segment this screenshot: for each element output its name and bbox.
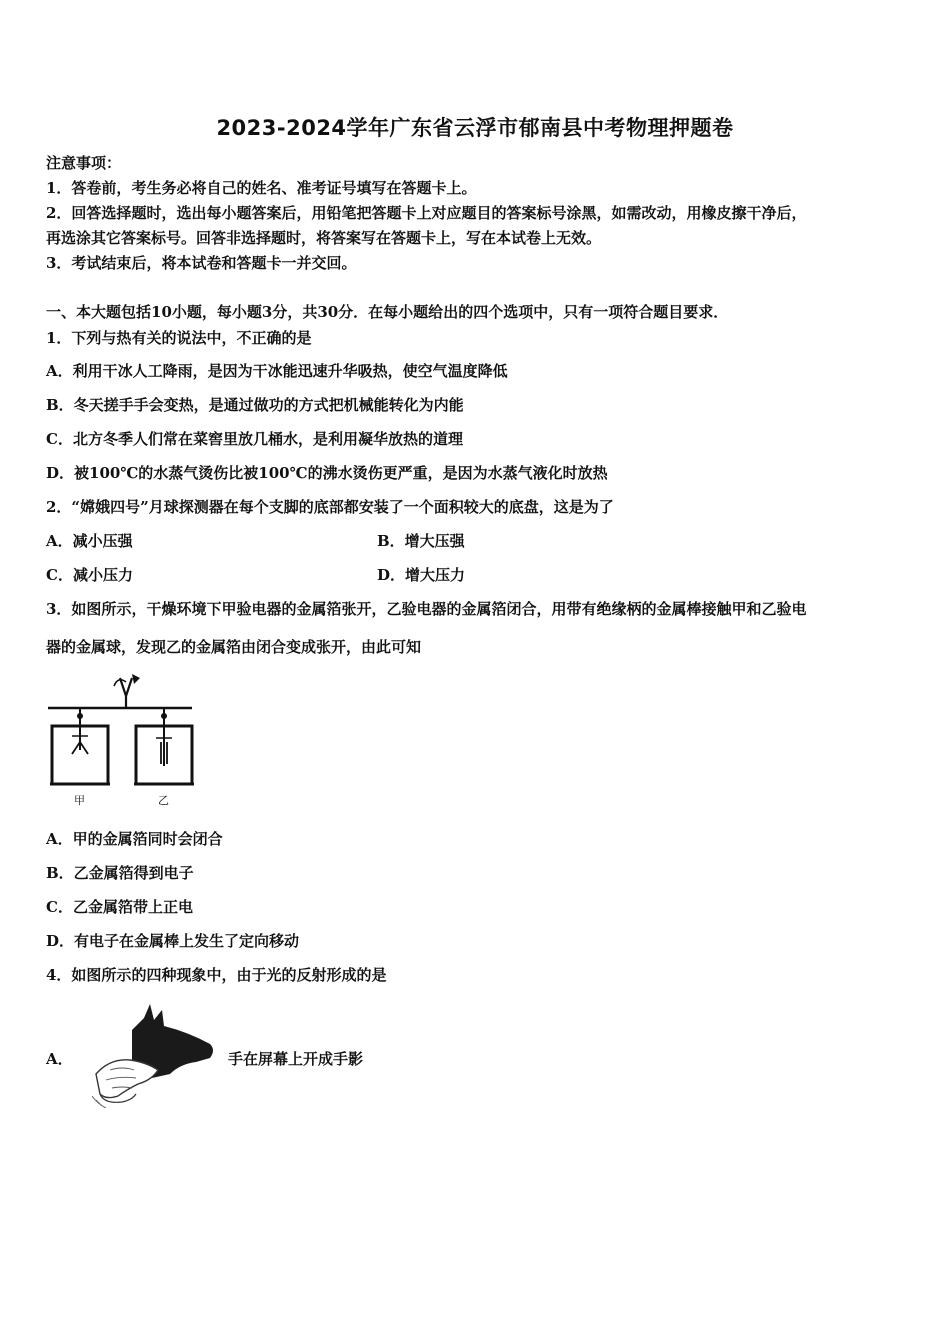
- notice-item: 2．回答选择题时，选出每小题答案后，用铅笔把答题卡上对应题目的答案标号涂黑，如需改动，用橡皮擦干净后，: [46, 204, 807, 222]
- notice-heading: 注意事项：: [46, 154, 122, 172]
- q3-option-a[interactable]: A．甲的金属箔同时会闭合: [46, 830, 223, 848]
- q1-option-b[interactable]: B．冬天搓手手会变热，是通过做功的方式把机械能转化为内能: [46, 396, 464, 414]
- q1-option-a[interactable]: A．利用干冰人工降雨，是因为干冰能迅速升华吸热，使空气温度降低: [46, 362, 508, 380]
- question-3-stem-line2: 器的金属球，发现乙的金属箔由闭合变成张开，由此可知: [46, 638, 422, 656]
- question-2-stem: 2．“嫦娥四号”月球探测器在每个支脚的底部都安装了一个面积较大的底盘，这是为了: [46, 498, 614, 516]
- figure-label-jia: 甲: [74, 794, 85, 807]
- section-heading: 一、本大题包括10小题，每小题3分，共30分．在每小题给出的四个选项中，只有一项符合题目要求．: [46, 303, 729, 321]
- hand-shadow-image: [92, 1000, 222, 1108]
- notice-item: 再选涂其它答案标号。回答非选择题时，将答案写在答题卡上，写在本试卷上无效。: [46, 229, 602, 247]
- q1-option-d[interactable]: D．被100℃的水蒸气烫伤比被100℃的沸水烫伤更严重，是因为水蒸气液化时放热: [46, 464, 608, 482]
- q1-option-c[interactable]: C．北方冬季人们常在菜窖里放几桶水，是利用凝华放热的道理: [46, 430, 463, 448]
- electroscope-figure: [44, 668, 204, 810]
- q4-option-a-caption: 手在屏幕上开成手影: [228, 1050, 364, 1068]
- notice-item: 1．答卷前，考生务必将自己的姓名、准考证号填写在答题卡上。: [46, 179, 477, 197]
- question-1-stem: 1．下列与热有关的说法中，不正确的是: [46, 329, 312, 347]
- page-title: 2023-2024学年广东省云浮市郁南县中考物理押题卷: [216, 116, 734, 140]
- q2-option-b[interactable]: B．增大压强: [377, 532, 465, 550]
- hand-shadow-icon: [92, 1000, 222, 1108]
- notice-item: 3．考试结束后，将本试卷和答题卡一并交回。: [46, 254, 357, 272]
- q2-option-a[interactable]: A．减小压强: [46, 532, 133, 550]
- q4-option-a-label[interactable]: A．: [46, 1050, 73, 1068]
- question-3-stem-line1: 3．如图所示，干燥环境下甲验电器的金属箔张开，乙验电器的金属箔闭合，用带有绝缘柄的金属棒接触甲和乙验电: [46, 600, 807, 618]
- q2-option-c[interactable]: C．减小压力: [46, 566, 133, 584]
- q3-option-d[interactable]: D．有电子在金属棒上发生了定向移动: [46, 932, 300, 950]
- figure-label-yi: 乙: [158, 794, 169, 807]
- q3-option-c[interactable]: C．乙金属箔带上正电: [46, 898, 193, 916]
- question-4-stem: 4．如图所示的四种现象中，由于光的反射形成的是: [46, 966, 387, 984]
- q3-option-b[interactable]: B．乙金属箔得到电子: [46, 864, 194, 882]
- electroscope-diagram: [44, 668, 204, 810]
- q2-option-d[interactable]: D．增大压力: [377, 566, 466, 584]
